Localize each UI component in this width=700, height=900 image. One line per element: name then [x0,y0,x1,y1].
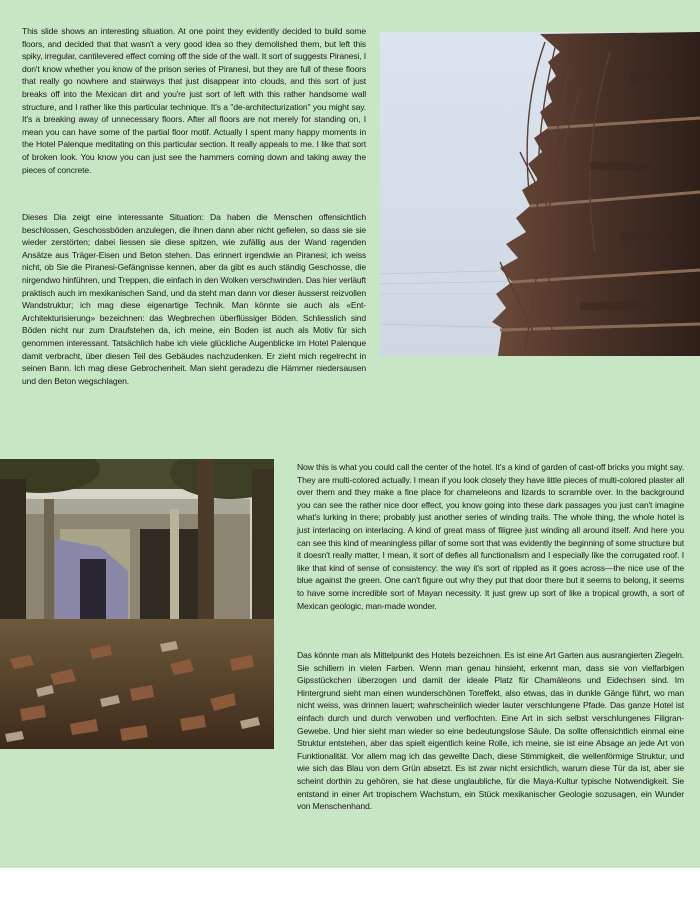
paragraph-german-1: Dieses Dia zeigt eine interessante Situation: Da haben die Menschen offensichtlich beschlossen, Geschossböden anzulegen, die ihnen dann aber nicht gefielen, so dass sie sie wieder zerstörten; dabei liessen sie diese spitzen, wie zufällig aus der Wand ragenden Ansätze aus Träger-Eisen und Beton stehen. Das erinnert irgendwie an Piranesi; ich weiss nicht, ob Sie die Piranesi-Gefängnisse kennen, aber da gibt es auch ständig Geschosse, die nirgendwo hinführen, und Treppen, die einfach in den Wolken verschwinden. Das hier verläuft praktisch auch im mexikanischen Sand, und da steht man dann vor dieser äusserst reizvollen Wandstruktur; ich mag diese eigenartige Technik. Man könnte sie auch als «Ent-Architekturisierung» bezeichnen: das Wegbrechen überflüssiger Böden. Schliesslich sind Böden nicht nur zum Draufstehen da, ich meine, ein Boden ist auch als Motiv für sich genommen interessant. Tatsächlich habe ich viele glückliche Augenblicke im Hotel Palenque damit verbracht, über diesen Teil des Gebäudes nachzudenken. Er zieht mich regelrecht in seinen Bann. Ich mag diese Gebrochenheit. Man sieht geradezu die Hämmer niedersausen und den Beton wegschlagen. [22,212,366,386]
photo-brick-garden-courtyard [0,459,274,749]
paragraph-english-1: This slide shows an interesting situation. At one point they evidently decided to build some floors, and decided that that wasn't a very good idea so they demolished them, but left this spiky, irregular, cantilevered effect coming off the side of the wall. It sort of suggests Piranesi, I don't know whether you know of the prison series of Piranesi, but they are full of these floors that really go nowhere and stairways that just disappear into clouds, and this sort of just breaks off into the Mexican dirt and you're just sort of left with this rather handsome wall structure, and I rather like this particular technique. It's a "de-architecturization" you might say. It's a breaking away of unnecessary floors. After all floors are not merely for standing on, I mean you can have some of the partial floor motif. Actually I spent many happy moments in the Hotel Palenque meditating on this particular section. It really appeals to me. I like that sort of broken look. You know you can just see the hammers coming down and taking away the pieces of concrete. [22,26,366,175]
paragraph-german-2: Das könnte man als Mittelpunkt des Hotels bezeichnen. Es ist eine Art Garten aus ausrangierten Ziegeln. Sie schillern in vielen Farben. Wenn man genau hinsieht, erkennt man, dass sie von vielfarbigen Gipsstückchen überzogen und damit der ideale Platz für Chamäleons und Eidechsen sind. Im Hintergrund sieht man einen wunderschönen Toreffekt, also etwas, das in dunkle Gänge führt, wo man nicht weiss, was drinnen lauert; wahrscheinlich wieder lauter verschlungene Pfade. Das ganze Hotel ist einfach durch und durch verwoben und verflochten. Eine Art in sich selbst verschlungenes Filigran-Gewebe. Und hier sieht man wieder so eine bedeutungslose Säule. Da sollte offensichtlich einmal eine Struktur entstehen, aber das spielt eigentlich keine Rolle, ich meine, sie ist eine Absage an jede Art von Funktionalität. Vor allem mag ich das gewellte Dach, diese Stimmigkeit, die wellenförmige Struktur, und wie sich das Blau von dem Grün absetzt. Es ist zwar nicht ersichtlich, warum diese Tür da ist, aber sie scheint dorthin zu gehören, sie hat diese unglaubliche, für die Maya-Kultur typische Notwendigkeit. Sie entstand in einer Art tropischem Wachstum, ein Stück mexikanischer Geologie sozusagen, ein Wunder von Menschenhand. [297,650,684,812]
paragraph-english-2: Now this is what you could call the center of the hotel. It's a kind of garden of cast-off bricks you might say. They are multi-colored actually. I mean if you look closely they have little pieces of multi-colored plaster all over them and they make a fine place for chameleons and lizards to scramble over. In the background you can see the rather nice door effect, you know going into these dark passages you just can't imagine what's lurking in there; probably just another series of winding trails. The whole thing, the whole hotel is just interlacing on interlacing. A kind of great mass of filigree just winding all around itself. And here you can see this kind of meaningless pillar of some sort that was evidently the beginning of some structure but it doesn't really matter, I mean, it sort of defies all functionalism and I especially like the corrugated roof. I like that kind of sense of consistency: the way it's sort of rippled as it goes across—the nice use of the blue against the green. One can't figure out why they put that door there but it seems to belong, it seems to have some incredible sort of Mayan necessity. It just grew up sort of like a tropical growth, a sort of Mexican geologic, man-made wonder. [297,462,684,611]
photo-broken-wall-rebar [380,32,700,356]
